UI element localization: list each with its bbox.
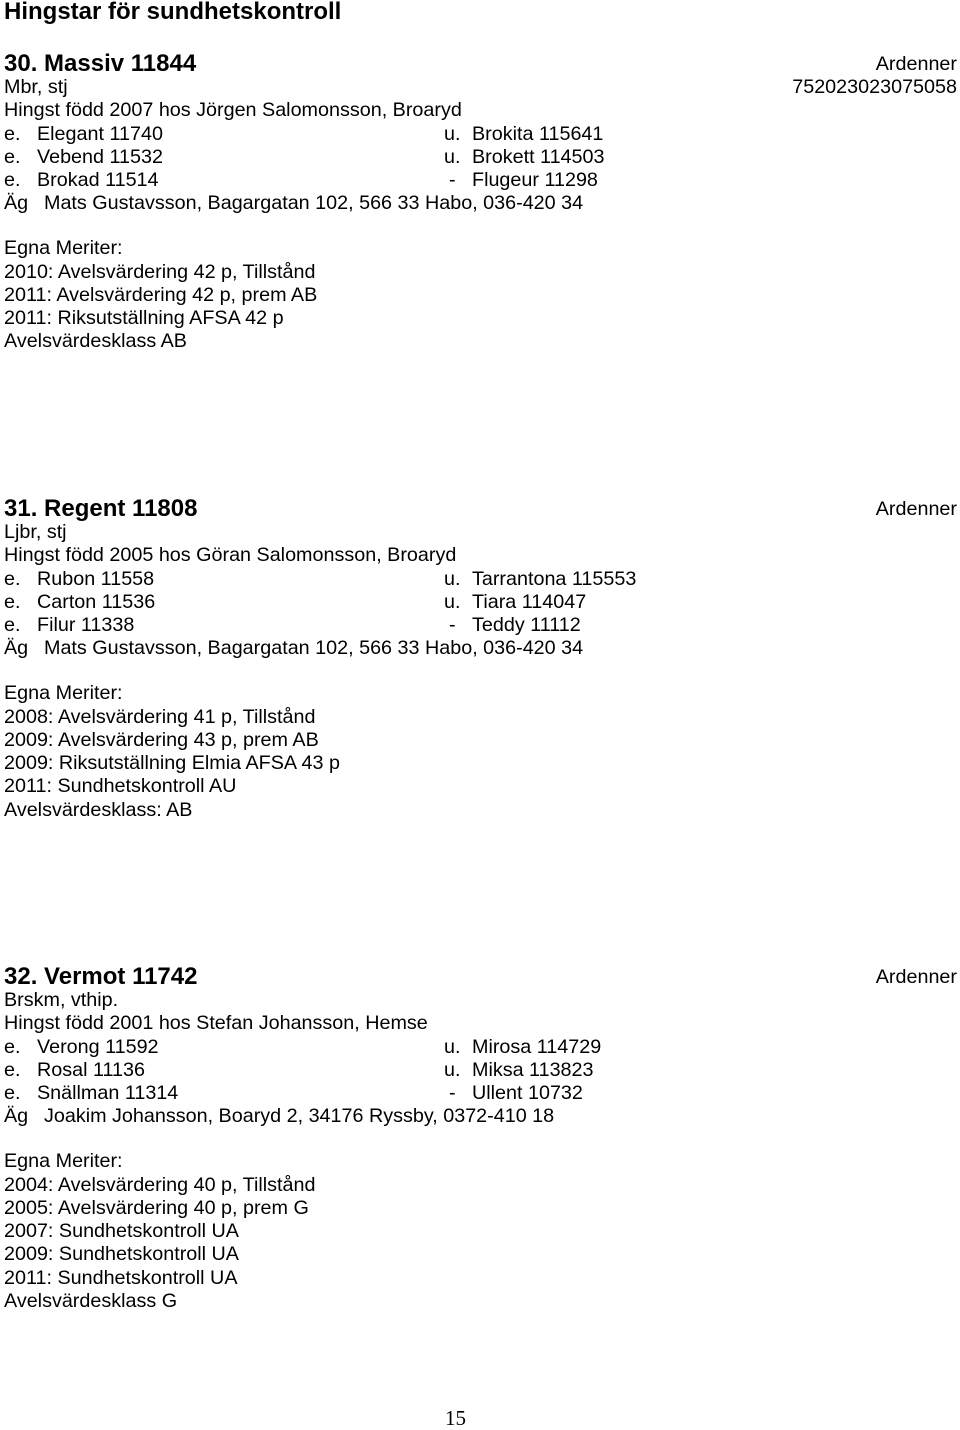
spacer [0,1129,960,1151]
merit-item: 2007: Sundhetskontroll UA [4,1220,239,1243]
merit-item: 2011: Avelsvärdering 42 p, prem AB [4,283,318,306]
pedigree-left-prefix: e. [4,614,21,637]
spacer [0,661,960,683]
pedigree-right-name: Mirosa 114729 [472,1035,602,1058]
pedigree-right-prefix: u. [444,590,461,613]
entry-heading: 31. Regent 11808 [4,495,198,522]
horse-entry [0,965,960,1313]
pedigree-left-name: Vebend 11532 [37,145,163,168]
page-number: 15 [445,1406,466,1430]
pedigree-right-name: Flugeur 11298 [472,169,598,192]
owner-row [0,1105,960,1128]
horse-description: Brskm, vthip. [4,989,119,1011]
birth-info: Hingst född 2005 hos Göran Salomonsson, Broaryd [4,544,457,567]
merit-item: 2011: Sundhetskontroll UA [4,1266,238,1289]
pedigree-right-prefix: - [449,1082,456,1105]
pedigree-row [0,614,960,637]
pedigree-right-name: Tiara 114047 [472,590,587,613]
pedigree-row [0,1059,960,1082]
pedigree-right-prefix: u. [444,1035,461,1058]
pedigree-right-prefix: u. [444,122,461,145]
merit-item: 2004: Avelsvärdering 40 p, Tillstånd [4,1173,316,1196]
horse-entry [0,497,960,822]
page-title: Hingstar för sundhetskontroll [4,0,342,25]
merits-label: Egna Meriter: [4,237,123,260]
birth-info: Hingst född 2001 hos Stefan Johansson, Hemse [4,1012,428,1035]
entry-heading: 30. Massiv 11844 [4,50,197,77]
spacer [0,216,960,238]
pedigree-row [0,1036,960,1059]
pedigree-right-name: Miksa 113823 [472,1058,594,1081]
pedigree-right-name: Teddy 11112 [472,614,581,637]
breed-label: Ardenner [875,53,957,75]
pedigree-left-prefix: e. [4,145,21,168]
entry-header [0,497,960,521]
pedigree-right-prefix: - [449,614,456,637]
pedigree-right-name: Brokita 115641 [472,122,604,145]
pedigree-row [0,169,960,192]
pedigree-right-prefix: u. [444,1058,461,1081]
merit-item: 2010: Avelsvärdering 42 p, Tillstånd [4,260,316,283]
horse-description: Ljbr, stj [4,521,67,543]
pedigree-row [0,146,960,169]
owner-info: Mats Gustavsson, Bagargatan 102, 566 33 Habo, 036-420 34 [44,637,584,660]
owner-row [0,637,960,660]
pedigree-right-prefix: u. [444,145,461,168]
horse-entry [0,52,960,354]
owner-info: Mats Gustavsson, Bagargatan 102, 566 33 Habo, 036-420 34 [44,192,584,215]
breed-label: Ardenner [875,498,957,520]
pedigree-left-prefix: e. [4,122,21,145]
merit-item: 2011: Riksutställning AFSA 42 p [4,307,284,330]
pedigree-row [0,1082,960,1105]
pedigree-right-name: Tarrantona 115553 [472,567,637,590]
pedigree-right-name: Ullent 10732 [472,1082,583,1105]
merit-item: Avelsvärdesklass G [4,1290,178,1313]
pedigree-left-prefix: e. [4,567,21,590]
pedigree-left-prefix: e. [4,1058,21,1081]
pedigree-left-name: Verong 11592 [37,1035,159,1058]
birth-info: Hingst född 2007 hos Jörgen Salomonsson, Broaryd [4,99,462,122]
entry-heading: 32. Vermot 11742 [4,963,198,990]
registration-number: 752023023075058 [792,76,957,98]
owner-prefix: Äg [4,192,29,215]
pedigree-row [0,123,960,146]
pedigree-row [0,568,960,591]
entry-header [0,965,960,989]
pedigree-right-prefix: u. [444,567,461,590]
pedigree-left-name: Elegant 11740 [37,122,163,145]
pedigree-left-prefix: e. [4,1082,21,1105]
pedigree-right-name: Brokett 114503 [472,145,605,168]
merit-item: 2009: Avelsvärdering 43 p, prem AB [4,728,319,751]
pedigree-left-name: Rubon 11558 [37,567,155,590]
pedigree-left-prefix: e. [4,590,21,613]
merit-item: 2011: Sundhetskontroll AU [4,775,237,798]
owner-info: Joakim Johansson, Boaryd 2, 34176 Ryssby, 0372-410 18 [44,1105,555,1128]
merit-item: 2009: Riksutställning Elmia AFSA 43 p [4,752,340,775]
pedigree-left-name: Brokad 11514 [37,169,159,192]
pedigree-left-prefix: e. [4,169,21,192]
pedigree-row [0,591,960,614]
merit-item: Avelsvärdesklass: AB [4,798,193,821]
horse-description: Mbr, stj [4,76,68,98]
pedigree-left-name: Rosal 11136 [37,1058,145,1081]
pedigree-right-prefix: - [449,169,456,192]
merits-label: Egna Meriter: [4,1150,123,1173]
pedigree-left-name: Filur 11338 [37,614,135,637]
merit-item: Avelsvärdesklass AB [4,330,187,353]
breed-label: Ardenner [875,966,957,988]
pedigree-left-name: Snällman 11314 [37,1082,179,1105]
pedigree-left-name: Carton 11536 [37,590,156,613]
merits-label: Egna Meriter: [4,682,123,705]
owner-prefix: Äg [4,637,29,660]
merit-item: 2005: Avelsvärdering 40 p, prem G [4,1196,309,1219]
owner-row [0,192,960,215]
description-row [0,76,960,99]
pedigree-left-prefix: e. [4,1035,21,1058]
merit-item: 2009: Sundhetskontroll UA [4,1243,239,1266]
owner-prefix: Äg [4,1105,29,1128]
merit-item: 2008: Avelsvärdering 41 p, Tillstånd [4,705,316,728]
entry-header [0,52,960,76]
